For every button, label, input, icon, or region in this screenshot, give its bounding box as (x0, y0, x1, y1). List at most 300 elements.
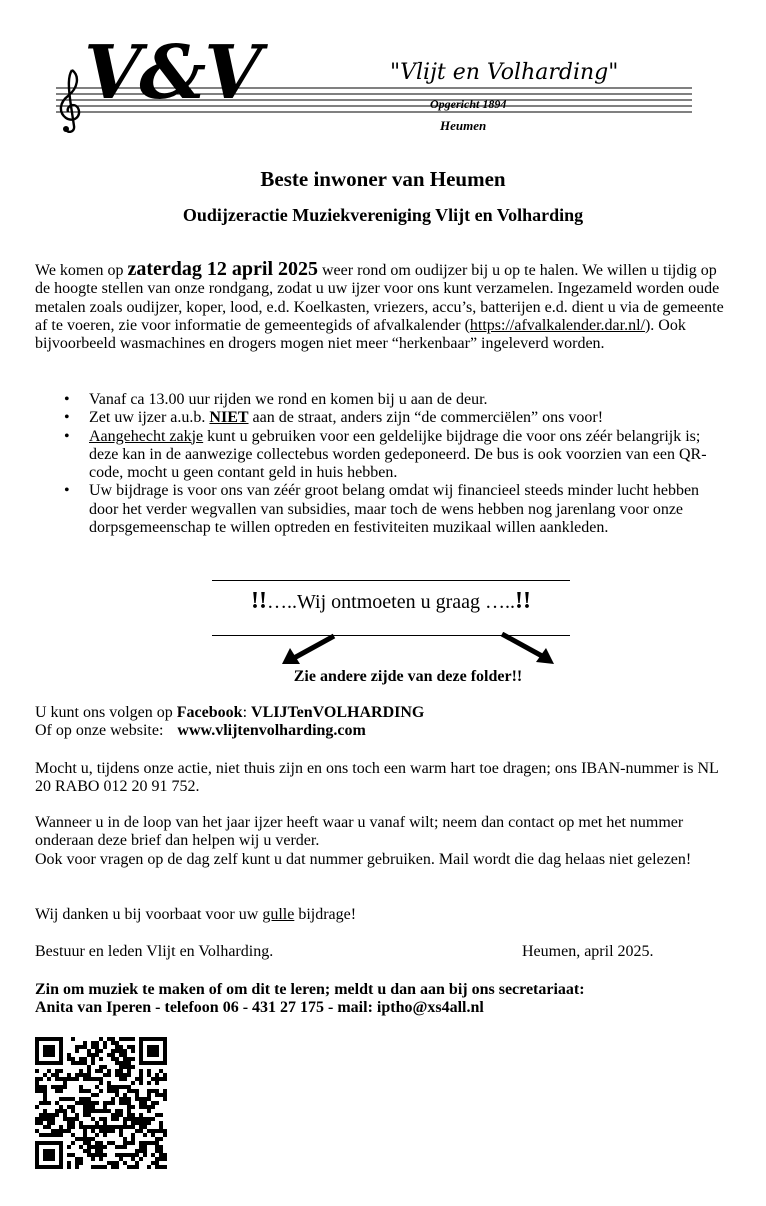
qr-module (123, 1137, 127, 1141)
qr-module (71, 1057, 75, 1061)
list-item: • Aangehecht zakje kunt u gebruiken voor een geldelijke bijdrage die voor ons zéér belangrijk is; deze kan in de aanwezige collectebus worden gedeponeerd. De bus is ook voorzien van een QR-code, mocht u geen contant geld in huis hebben. (64, 427, 707, 482)
qr-module (43, 1097, 47, 1101)
qr-module (91, 1045, 95, 1049)
qr-module (35, 1105, 39, 1109)
qr-module (91, 1129, 95, 1133)
qr-module (115, 1093, 119, 1097)
qr-module (83, 1149, 87, 1153)
qr-module (95, 1109, 99, 1113)
qr-module (55, 1089, 59, 1093)
qr-module (67, 1117, 71, 1121)
qr-module (115, 1153, 119, 1157)
intro-paragraph: We komen op zaterdag 12 april 2025 weer rond om oudijzer bij u op te halen. We willen u tijdig op de hoogte stellen van onze rondgang, zodat u uw ijzer voor ons kunt verzamelen. Ingezameld worden oude metalen zoals oudijzer, koper, lood, e.d. Koelkasten, vriezers, accu’s, batterijen e.d. dient u via de gemeente af te voeren, zie voor informatie de gemeentegids of afvalkalender (https://afvalkalender.dar.nl/). Ook bijvoorbeeld wasmachines en drogers mogen niet meer “herkenbaar” ingeleverd worden. (35, 258, 724, 353)
qr-module (51, 1129, 55, 1133)
qr-module (131, 1141, 135, 1145)
qr-module (83, 1129, 87, 1133)
list-item: • Zet uw ijzer a.u.b. NIET aan de straat, anders zijn “de commerciëlen” ons voor! (64, 409, 604, 427)
qr-module (87, 1125, 91, 1129)
qr-module (139, 1105, 143, 1109)
qr-module (95, 1141, 99, 1145)
qr-module (55, 1073, 59, 1077)
qr-module (59, 1069, 63, 1073)
qr-module (127, 1153, 131, 1157)
thanks-line: Wij danken u bij voorbaat voor uw gulle bijdrage! (35, 906, 357, 923)
qr-module (139, 1125, 143, 1129)
qr-module (79, 1073, 83, 1077)
qr-module (59, 1129, 63, 1133)
qr-module (79, 1089, 83, 1093)
qr-module (103, 1129, 107, 1133)
qr-module (43, 1133, 47, 1137)
logo (48, 30, 696, 140)
qr-module (135, 1161, 139, 1165)
qr-module (147, 1045, 159, 1057)
qr-module (115, 1069, 119, 1073)
qr-module (123, 1057, 127, 1061)
qr-module (151, 1141, 155, 1145)
qr-module (39, 1101, 43, 1105)
qr-module (155, 1093, 159, 1097)
afvalkalender-link[interactable]: https://afvalkalender.dar.nl/ (469, 316, 645, 334)
qr-module (91, 1157, 95, 1161)
qr-module (59, 1125, 63, 1129)
qr-module (39, 1113, 43, 1117)
qr-module (99, 1081, 103, 1085)
qr-module (135, 1117, 139, 1121)
qr-module (163, 1129, 167, 1133)
qr-module (135, 1165, 139, 1169)
qr-module (143, 1149, 147, 1153)
qr-module (67, 1125, 71, 1129)
qr-module (55, 1077, 59, 1081)
qr-module (95, 1101, 99, 1105)
facebook-link[interactable]: VLIJTenVOLHARDING (251, 704, 425, 721)
qr-module (99, 1157, 103, 1161)
qr-module (139, 1121, 143, 1125)
qr-module (75, 1049, 79, 1053)
qr-module (43, 1045, 55, 1057)
qr-module (87, 1149, 91, 1153)
qr-module (71, 1121, 75, 1125)
qr-module (95, 1125, 99, 1129)
qr-module (147, 1109, 151, 1113)
logo-founded: Opgericht 1894 (430, 97, 507, 111)
qr-module (103, 1101, 107, 1105)
qr-module (91, 1117, 95, 1121)
qr-module (95, 1165, 99, 1169)
logo-name: "Vlijt en Volharding" (390, 60, 619, 85)
qr-module (83, 1125, 87, 1129)
info-list (62, 391, 710, 537)
qr-module (95, 1133, 99, 1137)
qr-module (111, 1113, 115, 1117)
qr-module (115, 1085, 119, 1089)
qr-module (95, 1045, 99, 1049)
qr-module (99, 1145, 103, 1149)
qr-module (79, 1121, 83, 1125)
qr-module (71, 1109, 75, 1113)
qr-module (95, 1149, 99, 1153)
qr-module (63, 1129, 67, 1133)
qr-module (139, 1077, 143, 1081)
qr-module (75, 1117, 79, 1121)
qr-module (151, 1153, 155, 1157)
qr-module (75, 1113, 79, 1117)
qr-module (119, 1101, 123, 1105)
qr-module (123, 1085, 127, 1089)
qr-module (159, 1129, 163, 1133)
qr-module (59, 1105, 63, 1109)
qr-module (131, 1125, 135, 1129)
facebook-line: U kunt ons volgen op Facebook: VLIJTenVOLHARDING (35, 704, 425, 721)
qr-module (143, 1141, 147, 1145)
qr-module (87, 1137, 91, 1141)
qr-module (55, 1101, 59, 1105)
qr-module (123, 1093, 127, 1097)
qr-module (135, 1093, 139, 1097)
qr-module (87, 1049, 91, 1053)
qr-module (75, 1157, 79, 1161)
qr-module (155, 1101, 159, 1105)
qr-module (159, 1113, 163, 1117)
qr-module (63, 1081, 67, 1085)
qr-module (155, 1157, 159, 1161)
qr-module (119, 1113, 123, 1117)
qr-module (107, 1085, 111, 1089)
qr-module (43, 1093, 47, 1097)
qr-module (67, 1097, 71, 1101)
qr-module (111, 1101, 115, 1105)
qr-module (87, 1065, 91, 1069)
qr-module (103, 1145, 107, 1149)
qr-module (131, 1089, 135, 1093)
qr-module (103, 1105, 107, 1109)
signoff-left: Bestuur en leden Vlijt en Volharding. (35, 943, 274, 960)
qr-module (147, 1089, 151, 1093)
qr-module (107, 1069, 111, 1073)
qr-module (83, 1057, 87, 1061)
qr-module (115, 1045, 119, 1049)
qr-module (123, 1125, 127, 1129)
qr-module (79, 1057, 83, 1061)
qr-module (47, 1133, 51, 1137)
qr-module (139, 1117, 143, 1121)
qr-module (123, 1061, 127, 1065)
qr-module (71, 1037, 75, 1041)
qr-module (47, 1101, 51, 1105)
qr-module (107, 1089, 111, 1093)
qr-module (143, 1097, 147, 1101)
qr-module (47, 1125, 51, 1129)
qr-module (119, 1097, 123, 1101)
qr-module (99, 1165, 103, 1169)
qr-module (35, 1089, 39, 1093)
qr-module (83, 1077, 87, 1081)
qr-module (155, 1161, 159, 1165)
qr-module (83, 1101, 87, 1105)
qr-module (39, 1077, 43, 1081)
qr-module (123, 1097, 127, 1101)
qr-module (99, 1125, 103, 1129)
qr-module (43, 1101, 47, 1105)
qr-module (163, 1097, 167, 1101)
qr-module (127, 1141, 131, 1145)
qr-module (67, 1077, 71, 1081)
qr-module (107, 1101, 111, 1105)
qr-module (139, 1141, 143, 1145)
qr-module (91, 1145, 95, 1149)
qr-module (87, 1153, 91, 1157)
qr-module (79, 1061, 83, 1065)
qr-module (135, 1149, 139, 1153)
qr-module (99, 1149, 103, 1153)
qr-module (135, 1121, 139, 1125)
qr-module (67, 1105, 71, 1109)
qr-module (71, 1097, 75, 1101)
qr-module (155, 1113, 159, 1117)
qr-module (47, 1117, 51, 1121)
qr-module (87, 1141, 91, 1145)
qr-module (151, 1089, 155, 1093)
qr-module (67, 1165, 71, 1169)
qr-module (59, 1133, 63, 1137)
qr-module (119, 1153, 123, 1157)
qr-module (111, 1125, 115, 1129)
qr-module (111, 1085, 115, 1089)
qr-module (47, 1121, 51, 1125)
qr-module (123, 1077, 127, 1081)
qr-module (51, 1121, 55, 1125)
qr-module (99, 1077, 103, 1081)
qr-module (87, 1113, 91, 1117)
qr-module (111, 1161, 115, 1165)
qr-module (55, 1113, 59, 1117)
qr-module (123, 1053, 127, 1057)
qr-module (131, 1081, 135, 1085)
qr-module (147, 1073, 151, 1077)
list-item: • Uw bijdrage is voor ons van zéér groot belang omdat wij financieel steeds minder lucht hebben door het verder wegvallen van subsidies, maar toch de wens hebben nog jarenlang voor onze dorpsgemeenschap te willen optreden en festiviteiten muzikaal willen aankleden. (64, 482, 700, 537)
qr-module (143, 1105, 147, 1109)
qr-module (55, 1109, 59, 1113)
qr-module (163, 1165, 167, 1169)
qr-module (91, 1061, 95, 1065)
qr-module (95, 1085, 99, 1089)
qr-module (127, 1061, 131, 1065)
qr-module (139, 1101, 143, 1105)
qr-module (87, 1145, 91, 1149)
qr-module (87, 1073, 91, 1077)
qr-module (103, 1125, 107, 1129)
list-item: • Vanaf ca 13.00 uur rijden we rond en komen bij u aan de deur. (64, 391, 488, 408)
qr-module (91, 1105, 95, 1109)
qr-module (43, 1113, 47, 1117)
qr-module (63, 1085, 67, 1089)
qr-module (107, 1109, 111, 1113)
qr-module (95, 1077, 99, 1081)
qr-module (127, 1165, 131, 1169)
qr-module (55, 1085, 59, 1089)
qr-module (119, 1085, 123, 1089)
qr-module (51, 1117, 55, 1121)
qr-module (99, 1049, 103, 1053)
arrow-down-right-icon (498, 632, 562, 668)
qr-module (91, 1137, 95, 1141)
qr-module (131, 1137, 135, 1141)
qr-module (91, 1165, 95, 1169)
qr-module (127, 1045, 131, 1049)
qr-module (55, 1069, 59, 1073)
qr-module (83, 1073, 87, 1077)
qr-module (155, 1129, 159, 1133)
qr-module (75, 1045, 79, 1049)
qr-module (127, 1109, 131, 1113)
qr-module (127, 1085, 131, 1089)
qr-module (115, 1073, 119, 1077)
qr-module (143, 1121, 147, 1125)
qr-module (103, 1165, 107, 1169)
qr-module (43, 1089, 47, 1093)
qr-module (107, 1073, 111, 1077)
qr-module (131, 1065, 135, 1069)
qr-module (159, 1137, 163, 1141)
qr-module (87, 1101, 91, 1105)
qr-module (91, 1041, 95, 1045)
qr-module (111, 1049, 115, 1053)
qr-module (139, 1145, 143, 1149)
qr-module (115, 1061, 119, 1065)
qr-module (79, 1137, 83, 1141)
qr-module (83, 1141, 87, 1145)
qr-module (75, 1161, 79, 1165)
qr-module (119, 1129, 123, 1133)
qr-module (131, 1117, 135, 1121)
qr-module (95, 1069, 99, 1073)
qr-module (107, 1125, 111, 1129)
qr-module (107, 1161, 111, 1165)
qr-module (111, 1117, 115, 1121)
qr-module (151, 1105, 155, 1109)
qr-module (43, 1109, 47, 1113)
qr-module (47, 1077, 51, 1081)
qr-module (99, 1109, 103, 1113)
qr-module (127, 1097, 131, 1101)
qr-module (107, 1129, 111, 1133)
qr-module (115, 1109, 119, 1113)
qr-module (131, 1037, 135, 1041)
qr-module (83, 1133, 87, 1137)
website-line: Of op onze website: www.vlijtenvolharding.com (35, 722, 366, 739)
qr-module (115, 1057, 119, 1061)
join-line: Zin om muziek te maken of om dit te leren; meldt u dan aan bij ons secretariaat: (35, 981, 585, 998)
qr-module (123, 1073, 127, 1077)
qr-module (119, 1157, 123, 1161)
treble-clef-icon (54, 66, 88, 136)
qr-module (111, 1165, 115, 1169)
qr-module (131, 1057, 135, 1061)
qr-module (111, 1097, 115, 1101)
qr-module (131, 1045, 135, 1049)
qr-module (75, 1101, 79, 1105)
qr-module (139, 1069, 143, 1073)
qr-module (127, 1105, 131, 1109)
qr-module (107, 1053, 111, 1057)
qr-module (119, 1125, 123, 1129)
qr-module (103, 1065, 107, 1069)
qr-module (103, 1117, 107, 1121)
qr-module (123, 1161, 127, 1165)
qr-module (111, 1089, 115, 1093)
signoff-right: Heumen, april 2025. (522, 943, 654, 960)
qr-module (63, 1097, 67, 1101)
qr-module (35, 1121, 39, 1125)
website-link[interactable]: www.vlijtenvolharding.com (177, 722, 366, 739)
qr-module (59, 1077, 63, 1081)
qr-module (163, 1157, 167, 1161)
qr-module (147, 1165, 151, 1169)
qr-module (95, 1121, 99, 1125)
qr-module (99, 1089, 103, 1093)
qr-module (35, 1117, 39, 1121)
qr-module (99, 1057, 103, 1061)
qr-module (35, 1081, 39, 1085)
qr-module (91, 1053, 95, 1057)
contact-paragraph: Wanneer u in de loop van het jaar ijzer heeft waar u vanaf wilt; neem dan contact op met het nummer onderaan deze brief dan helpen wij u verder. (35, 814, 684, 850)
qr-module (127, 1089, 131, 1093)
qr-module (91, 1093, 95, 1097)
qr-module (131, 1049, 135, 1053)
qr-module (131, 1133, 135, 1137)
qr-module (155, 1137, 159, 1141)
qr-module (159, 1077, 163, 1081)
qr-module (71, 1125, 75, 1129)
qr-module (91, 1101, 95, 1105)
qr-module (43, 1149, 55, 1161)
qr-module (143, 1145, 147, 1149)
qr-module (127, 1069, 131, 1073)
qr-module (155, 1089, 159, 1093)
qr-module (99, 1037, 103, 1041)
qr-module (51, 1113, 55, 1117)
qr-module (159, 1121, 163, 1125)
qr-module (147, 1129, 151, 1133)
qr-module (99, 1069, 103, 1073)
qr-module (155, 1141, 159, 1145)
qr-module (51, 1073, 55, 1077)
qr-module (71, 1077, 75, 1081)
qr-module (79, 1101, 83, 1105)
qr-module (39, 1121, 43, 1125)
qr-module (91, 1077, 95, 1081)
qr-module (43, 1073, 47, 1077)
qr-module (139, 1149, 143, 1153)
qr-module (135, 1097, 139, 1101)
qr-module (83, 1097, 87, 1101)
qr-module (115, 1049, 119, 1053)
qr-module (111, 1037, 115, 1041)
qr-module (95, 1041, 99, 1045)
qr-module (123, 1101, 127, 1105)
qr-module (119, 1069, 123, 1073)
qr-module (131, 1121, 135, 1125)
qr-module (139, 1073, 143, 1077)
qr-module (123, 1037, 127, 1041)
qr-module (139, 1081, 143, 1085)
qr-module (155, 1145, 159, 1149)
qr-module (71, 1153, 75, 1157)
qr-module (107, 1037, 111, 1041)
qr-module (119, 1133, 123, 1137)
question-paragraph: Ook voor vragen op de dag zelf kunt u dat nummer gebruiken. Mail wordt die dag helaas niet gelezen! (35, 851, 692, 868)
